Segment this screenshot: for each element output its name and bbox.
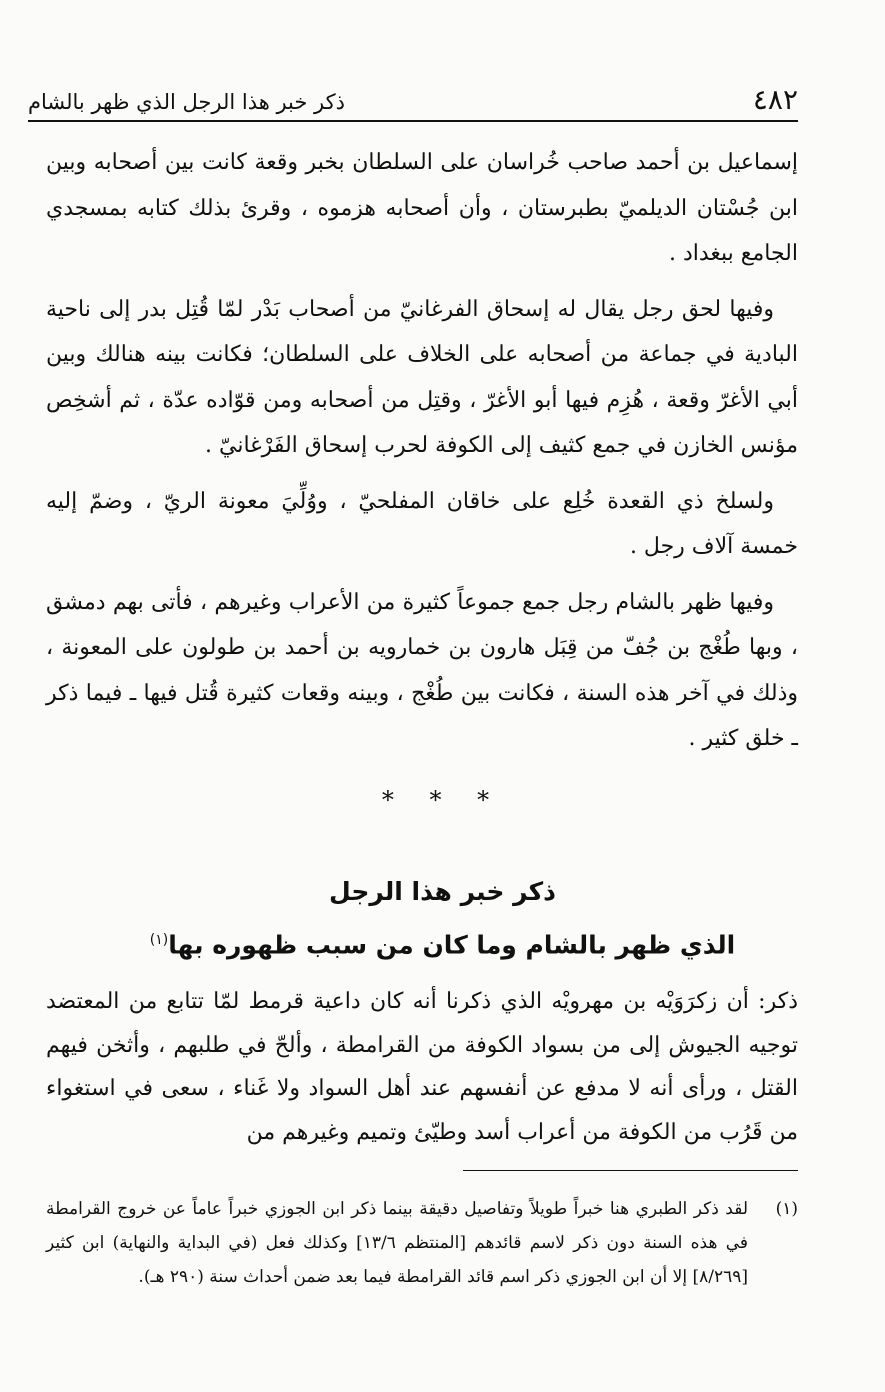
section-heading — [0, 868, 885, 969]
body-text — [46, 140, 798, 762]
section-separator: * * * — [381, 786, 504, 814]
paragraph: إسماعيل بن أحمد صاحب خُراسان على السلطان بخبر وقعة كانت بين أصحابه وبين ابن جُسْتان الديلميّ بطبرستان ، وأن أصحابه هزموه ، وقرئ بذلك كتابه بمسجدي الجامع ببغداد . — [46, 150, 798, 266]
heading-line-1: ذكر خبر هذا الرجل — [329, 877, 556, 906]
footnote-reference[interactable]: (١) — [149, 932, 169, 948]
heading-line-2 — [0, 916, 885, 969]
paragraph: وفيها لحق رجل يقال له إسحاق الفرغانيّ من أصحاب بَدْر لمّا قُتِل بدر إلى ناحية البادية في جماعة من أصحابه على الخلاف على السلطان؛ فكانت بينه هنالك وبين أبي الأغرّ وقعة ، هُزِم فيها أبو الأغرّ ، وقتِل من أصحابه ومن قوّاده عدّة ، ثم أشخِص مؤنس الخازن في جمع كثيف إلى الكوفة لحرب إسحاق الفَرْغانيّ . — [46, 296, 798, 458]
footnote — [46, 1192, 798, 1294]
heading-line-2-text: الذي ظهر بالشام وما كان من سبب ظهوره بها — [168, 930, 736, 960]
footnote-marker: (١) — [775, 1199, 798, 1219]
running-title: ذكر خبر هذا الرجل الذي ظهر بالشام — [28, 90, 345, 114]
page-header — [28, 84, 798, 122]
section-text: ذكر: أن زكرَوَيْه بن مهرويْه الذي ذكرنا أنه كان داعية قرمط لمّا تتابع من المعتضد توجيه الجيوش إلى من بسواد الكوفة من القرامطة ، وألحّ في طلبهم ، وأثخن فيهم القتل ، ورأى أنه لا مدفع عن أنفسهم عند أهل السواد ولا غَناء ، سعى في استغواء من قَرُب من الكوفة من أعراب أسد وطيّئ وتميم وغيرهم من — [46, 989, 798, 1145]
paragraph: ولسلخ ذي القعدة خُلِع على خاقان المفلحيّ ، ووُلِّيَ معونة الريّ ، وضمّ إليه خمسة آلاف رجل . — [46, 488, 798, 559]
footnote-text: لقد ذكر الطبري هنا خبراً طويلاً وتفاصيل دقيقة بينما ذكر ابن الجوزي خبراً عاماً عن خروج القرامطة في هذه السنة دون ذكر لاسم قائدهم [المنتظم ١٣/٦] وكذلك فعل (في البداية والنهاية) ابن كثير [٨/٢٦٩] إلا أن ابن الجوزي ذكر اسم قائد القرامطة فيما بعد ضمن أحداث سنة (٢٩٠ هـ). — [46, 1199, 748, 1287]
footnote-divider — [463, 1170, 798, 1171]
paragraph: وفيها ظهر بالشام رجل جمع جموعاً كثيرة من الأعراب وغيرهم ، فأتى بهم دمشق ، وبها طُغْج بن جُفّ من قِبَل هارون بن خمارويه بن أحمد بن طولون على المعونة ، وذلك في آخر هذه السنة ، فكانت بين طُغْج ، وبينه وقعات كثيرة قُتل فيها ـ فيما ذكر ـ خلق كثير . — [46, 589, 798, 751]
page-number: ٤٨٢ — [752, 83, 798, 116]
